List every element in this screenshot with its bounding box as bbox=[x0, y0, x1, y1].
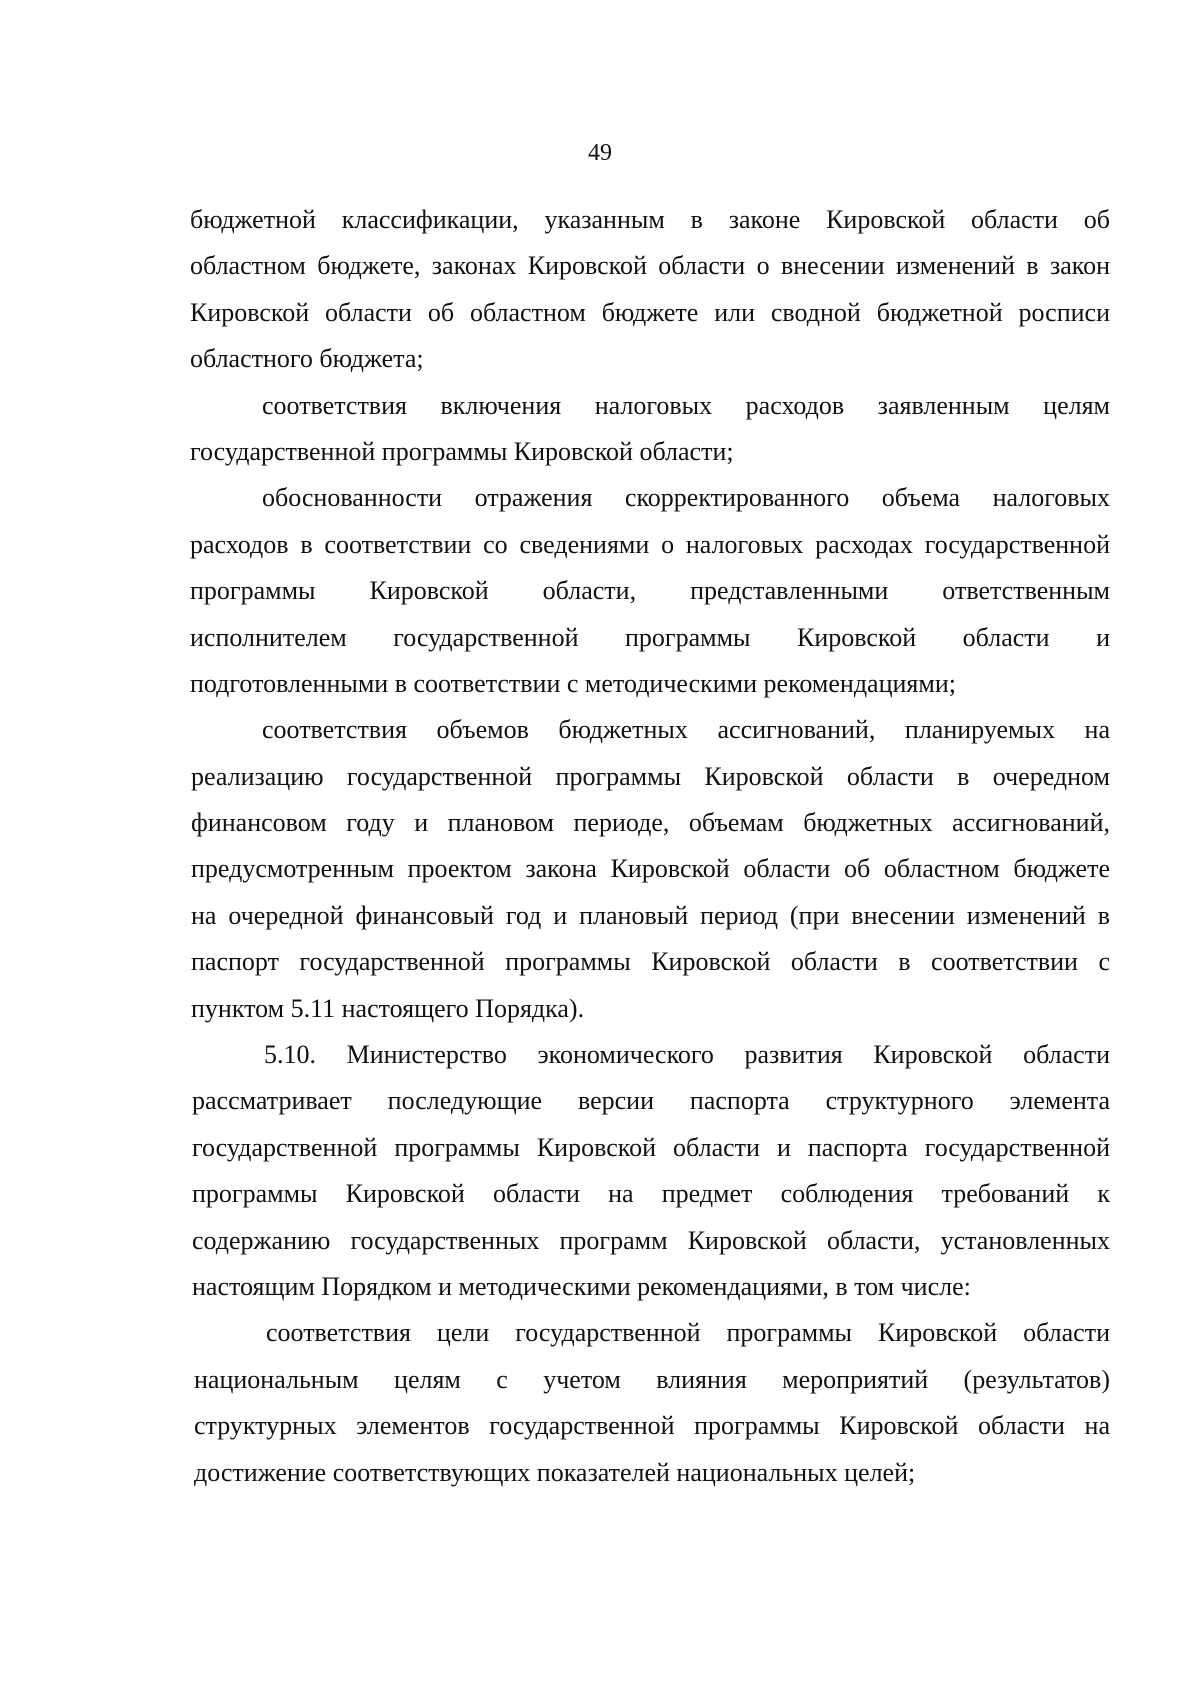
text-line: программы Кировской области на предмет соблюдения требований к bbox=[192, 1179, 1110, 1209]
text-line: областного бюджета; bbox=[190, 344, 424, 374]
text-line: настоящим Порядком и методическими рекомендациями, в том числе: bbox=[192, 1271, 971, 1301]
paragraph-tax-expenses-volume bbox=[190, 475, 1110, 707]
text-line: на очередной финансовый год и плановый период (при внесении изменений в bbox=[191, 900, 1110, 930]
text-line: Кировской области об областном бюджете или сводной бюджетной росписи bbox=[190, 297, 1110, 327]
text-line: структурных элементов государственной программы Кировской области на bbox=[194, 1411, 1110, 1441]
text-line: соответствия объемов бюджетных ассигнований, планируемых на bbox=[262, 715, 1110, 745]
text-line: программы Кировской области, представленными ответственным bbox=[190, 576, 1110, 606]
document-body bbox=[190, 197, 1110, 1496]
page-number: 49 bbox=[588, 140, 612, 166]
text-line: паспорт государственной программы Кировской области в соответствии с bbox=[191, 947, 1110, 977]
text-line: пунктом 5.11 настоящего Порядка). bbox=[191, 993, 585, 1023]
text-line: содержанию государственных программ Кировской области, установленных bbox=[192, 1225, 1110, 1255]
text-line: подготовленными в соответствии с методическими рекомендациями; bbox=[190, 668, 956, 698]
text-line: бюджетной классификации, указанным в законе Кировской области об bbox=[190, 205, 1110, 234]
text-line: 5.10. Министерство экономического развития Кировской области bbox=[264, 1040, 1110, 1070]
text-line: финансовом году и плановом периоде, объемам бюджетных ассигнований, bbox=[191, 808, 1110, 838]
text-line: достижение соответствующих показателей национальных целей; bbox=[194, 1457, 916, 1487]
text-line: обоснованности отражения скорректированного объема налоговых bbox=[262, 483, 1110, 513]
paragraph-budget-allocations bbox=[190, 707, 1110, 1032]
text-line: государственной программы Кировской области и паспорта государственной bbox=[192, 1132, 1110, 1162]
text-line: предусмотренным проектом закона Кировской области об областном бюджете bbox=[191, 854, 1110, 884]
text-line: соответствия включения налоговых расходов заявленным целям bbox=[262, 390, 1110, 420]
text-line: реализацию государственной программы Кировской области в очередном bbox=[191, 761, 1110, 791]
paragraph-national-goals bbox=[190, 1310, 1110, 1496]
paragraph-tax-expenses-goals bbox=[190, 383, 1110, 476]
text-line: областном бюджете, законах Кировской области о внесении изменений в закон bbox=[190, 251, 1110, 281]
paragraph-budget-classification bbox=[190, 197, 1110, 383]
paragraph-5-10 bbox=[190, 1032, 1110, 1310]
text-line: соответствия цели государственной программы Кировской области bbox=[266, 1318, 1110, 1348]
text-line: рассматривает последующие версии паспорта структурного элемента bbox=[192, 1086, 1110, 1116]
text-line: расходов в соответствии со сведениями о налоговых расходах государственной bbox=[190, 529, 1110, 559]
text-line: исполнителем государственной программы Кировской области и bbox=[190, 622, 1110, 652]
text-line: государственной программы Кировской области; bbox=[190, 436, 734, 466]
text-line: национальным целям с учетом влияния мероприятий (результатов) bbox=[194, 1364, 1110, 1394]
